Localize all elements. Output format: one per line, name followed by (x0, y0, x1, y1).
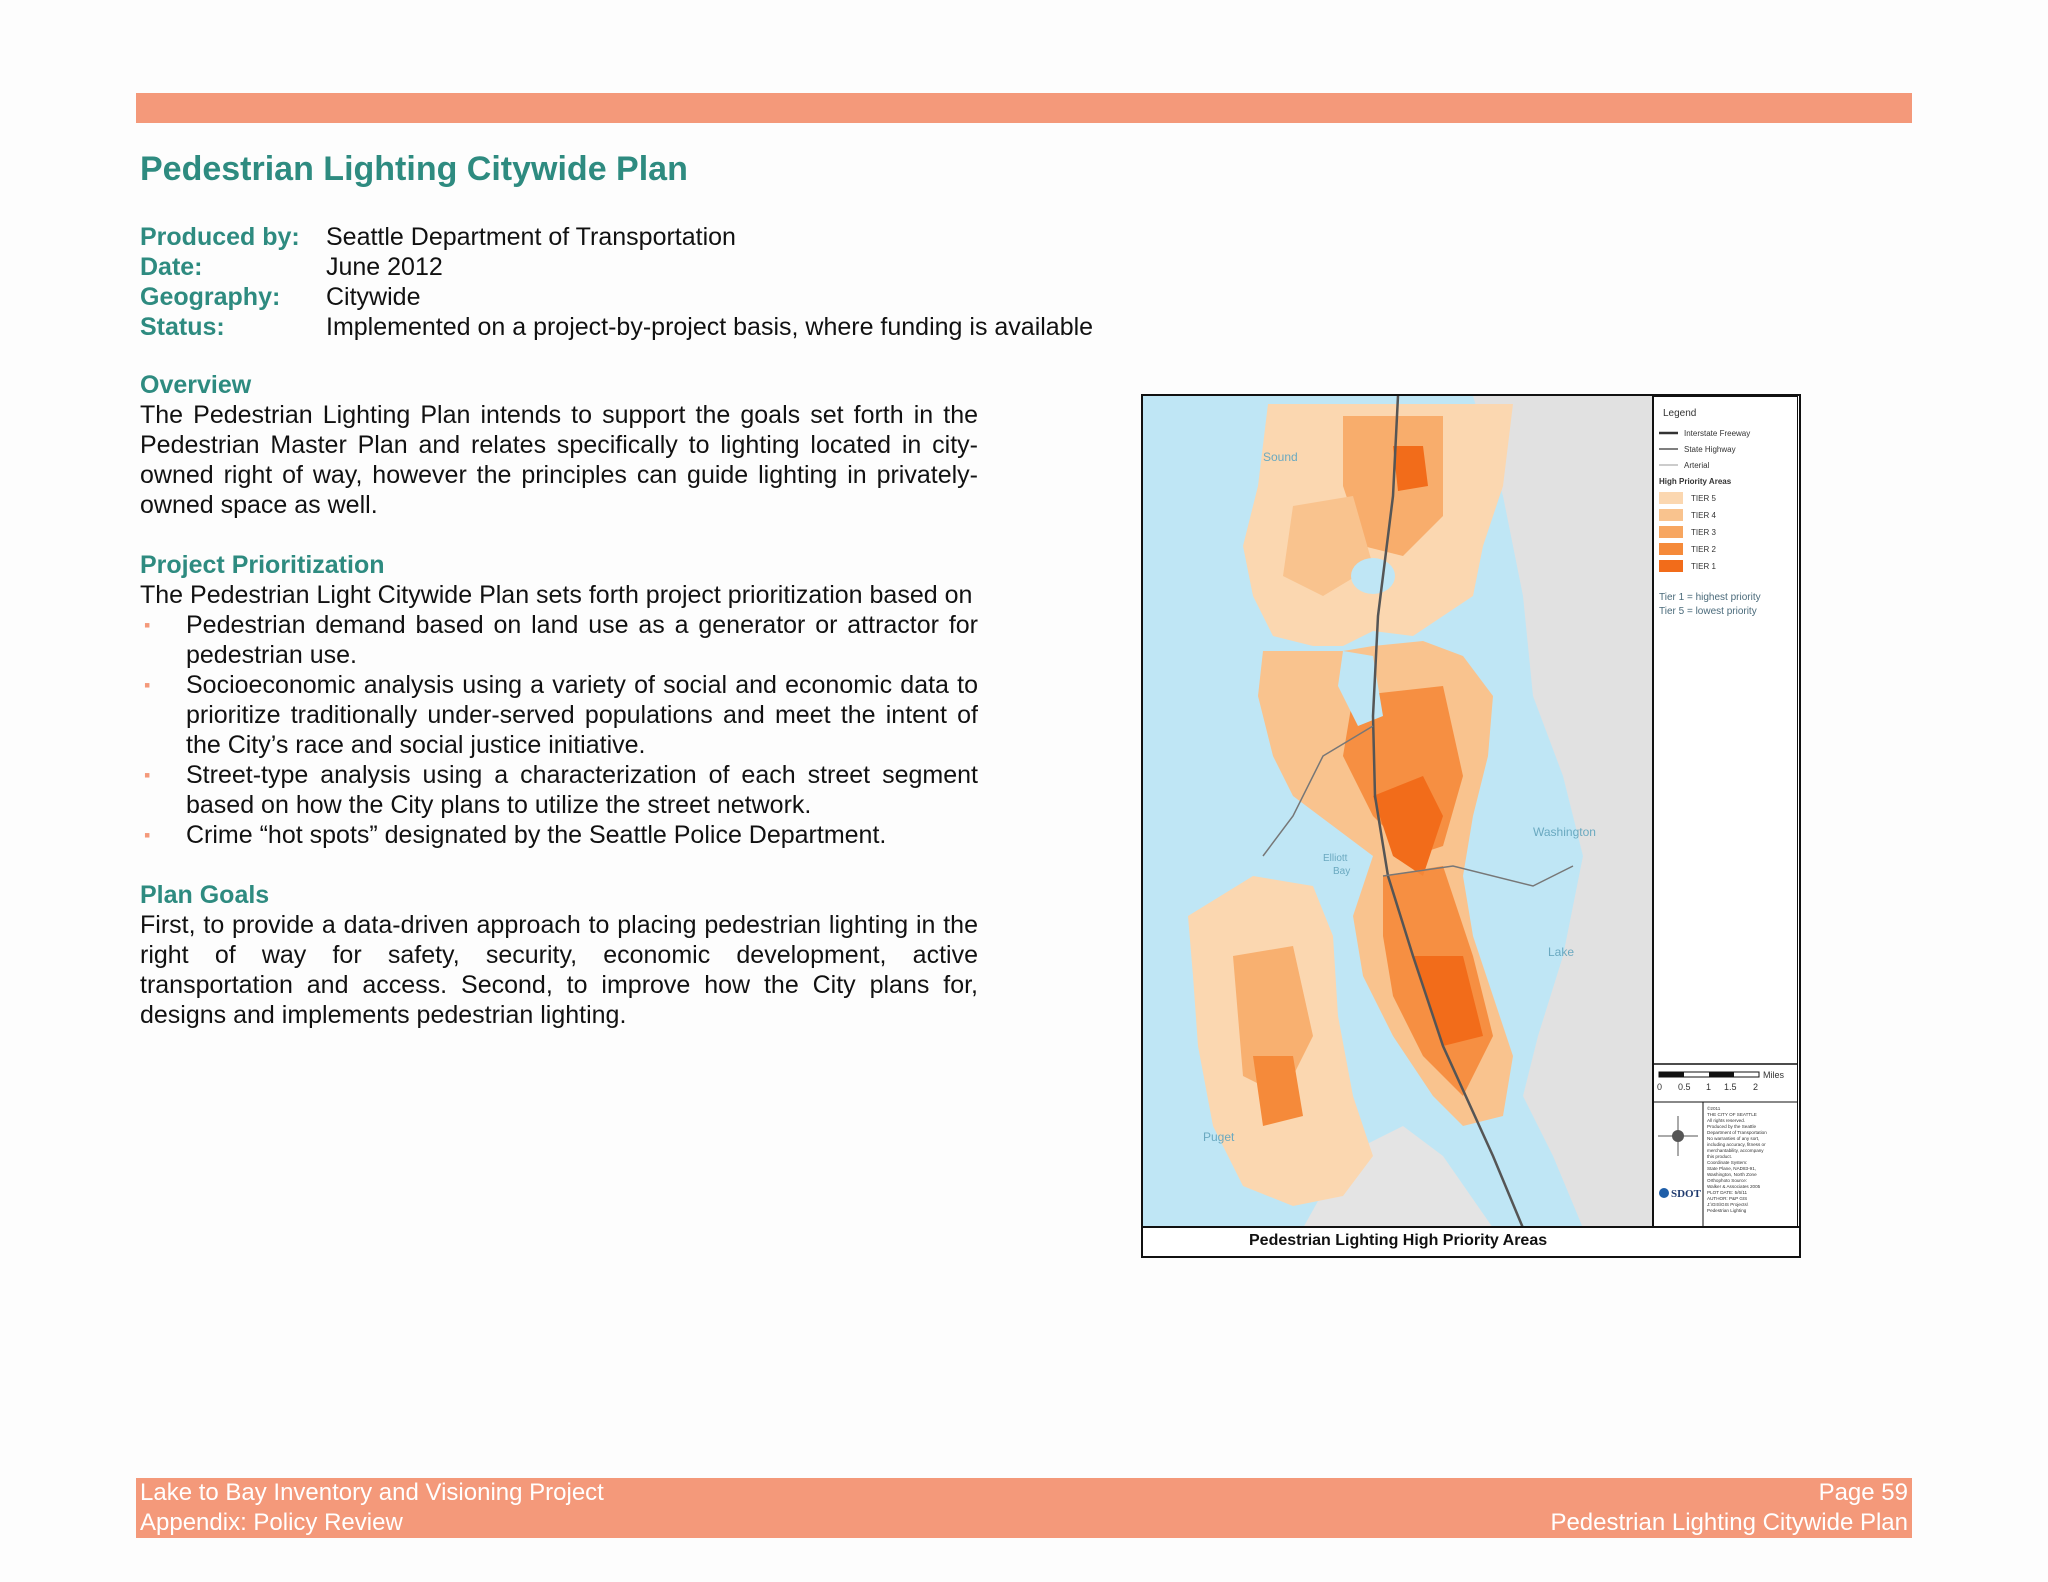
map-caption: Pedestrian Lighting High Priority Areas (1143, 1226, 1799, 1256)
page-title: Pedestrian Lighting Citywide Plan (140, 150, 688, 188)
metadata-block (140, 222, 1093, 342)
meta-row-geography (140, 282, 1093, 312)
overview-text: The Pedestrian Lighting Plan intends to support the goals set forth in the Pedestrian Master Plan and relates specifically to lighting located in city-owned right of way, however the principles can guide lighting in privately-owned space as well. (140, 401, 978, 519)
goals-text: First, to provide a data-driven approach to placing pedestrian lighting in the right of way for safety, security, economic development, active transportation and access. Second, to improve how the City plans for, designs and implements pedestrian lighting. (140, 911, 978, 1029)
sdot-logo-icon (1659, 1188, 1669, 1198)
list-item: ▪ Pedestrian demand based on land use as a generator or attractor for pedestrian use. (144, 611, 978, 669)
credit-line: No warranties of any sort, (1707, 1136, 1760, 1141)
legend-swatch-tier1 (1659, 560, 1683, 572)
legend-line-arterial: Arterial (1684, 461, 1710, 470)
legend-swatch-tier5 (1659, 492, 1683, 504)
list-item: ▪ Crime “hot spots” designated by the Seattle Police Department. (144, 821, 887, 849)
legend-tier1: TIER 1 (1691, 562, 1716, 571)
credit-line: J:\GIS\GIS Projects\ (1707, 1202, 1749, 1207)
credit-line: Coordinate System: (1707, 1160, 1748, 1165)
green-lake (1351, 558, 1395, 594)
legend-line-interstate: Interstate Freeway (1684, 429, 1751, 438)
prioritization-heading: Project Prioritization (140, 551, 385, 579)
bullet-icon: ▪ (144, 675, 151, 695)
legend-line-highway: State Highway (1684, 445, 1736, 454)
meta-row-date (140, 252, 1093, 282)
tier1-area (1393, 446, 1428, 491)
credit-line: PLOT DATE: 5/6/11 (1707, 1190, 1748, 1195)
prioritization-intro: The Pedestrian Light Citywide Plan sets forth project prioritization based on (140, 581, 973, 609)
body-text (140, 370, 978, 1030)
water-label-sound: Sound (1263, 450, 1298, 464)
credit-line: Department of Transportation (1707, 1130, 1767, 1135)
legend-tier2: TIER 2 (1691, 545, 1716, 554)
sdot-logo-text: SDOT (1671, 1188, 1701, 1200)
legend-swatch-tier2 (1659, 543, 1683, 555)
water-label-lake: Lake (1548, 945, 1575, 959)
goals-heading: Plan Goals (140, 881, 270, 909)
credit-line: Walker & Associates 2005 (1707, 1184, 1761, 1189)
overview-heading: Overview (140, 371, 252, 399)
legend-note-lowest: Tier 5 = lowest priority (1659, 606, 1757, 617)
scale-tick: 1.5 (1724, 1082, 1737, 1092)
meta-value: Citywide (326, 283, 421, 311)
credit-line: AUTHOR: P&P GIS (1707, 1196, 1748, 1201)
credit-line: merchantability, accompany (1707, 1148, 1764, 1153)
credit-line: All rights reserved. (1707, 1118, 1746, 1123)
footer-page-number: Page 59 (1818, 1479, 1908, 1506)
meta-value: June 2012 (326, 253, 443, 281)
footer-section: Appendix: Policy Review (140, 1509, 403, 1536)
credit-line: including accuracy, fitness or (1707, 1142, 1766, 1147)
meta-row-produced-by (140, 222, 1093, 252)
legend-tier4: TIER 4 (1691, 511, 1716, 520)
prioritization-list (140, 610, 978, 850)
meta-value: Implemented on a project-by-project basis, where funding is available (326, 313, 1094, 341)
list-item: ▪ Street-type analysis using a characterization of each street segment based on how the City plans to utilize the street network. (144, 761, 978, 819)
credit-line: Washington, North Zone (1707, 1172, 1757, 1177)
credit-line: Orthophoto Source: (1707, 1178, 1748, 1183)
water-label-elliott: Elliott (1323, 853, 1348, 864)
scale-tick: 1 (1706, 1082, 1712, 1092)
water-label-puget: Puget (1203, 1130, 1235, 1144)
credit-line: THE CITY OF SEATTLE (1707, 1112, 1757, 1117)
legend-note-highest: Tier 1 = highest priority (1659, 592, 1761, 603)
bullet-icon: ▪ (144, 615, 151, 635)
water-label-bay: Bay (1333, 866, 1351, 877)
legend-tier3: TIER 3 (1691, 528, 1716, 537)
legend-swatch-tier3 (1659, 526, 1683, 538)
credit-line: Pedestrian Lighting (1707, 1208, 1747, 1213)
priority-map-figure (1141, 394, 1801, 1258)
footer-bar (136, 1478, 1912, 1538)
footer-project: Lake to Bay Inventory and Visioning Project (140, 1479, 604, 1506)
meta-value: Seattle Department of Transportation (326, 223, 736, 251)
map-svg (1143, 396, 1798, 1228)
footer-doc-title: Pedestrian Lighting Citywide Plan (1550, 1509, 1908, 1536)
scale-tick: 2 (1753, 1082, 1759, 1092)
meta-key: Produced by: (140, 223, 300, 251)
scale-unit: Miles (1763, 1070, 1785, 1080)
meta-key: Status: (140, 313, 225, 341)
meta-key: Date: (140, 253, 203, 281)
credit-line: ©2011 (1707, 1106, 1721, 1111)
legend-areas-title: High Priority Areas (1659, 477, 1732, 486)
legend-title: Legend (1663, 408, 1697, 419)
credit-line: Produced by the Seattle (1707, 1124, 1757, 1129)
water-label-washington: Washington (1533, 825, 1596, 839)
meta-key: Geography: (140, 283, 281, 311)
legend-swatch-tier4 (1659, 509, 1683, 521)
credit-line: this product. (1707, 1154, 1733, 1159)
bullet-icon: ▪ (144, 765, 151, 785)
credit-line: State Plane, NAD83-91, (1707, 1166, 1757, 1171)
scale-tick: 0 (1657, 1082, 1663, 1092)
list-item: ▪ Socioeconomic analysis using a variety of social and economic data to prioritize traditionally under-served populations and meet the intent of the City’s race and social justice initiative. (144, 671, 978, 759)
scale-tick: 0.5 (1678, 1082, 1691, 1092)
meta-row-status (140, 312, 1093, 342)
top-accent-bar (136, 93, 1912, 123)
legend-tier5: TIER 5 (1691, 494, 1716, 503)
bullet-icon: ▪ (144, 825, 151, 845)
